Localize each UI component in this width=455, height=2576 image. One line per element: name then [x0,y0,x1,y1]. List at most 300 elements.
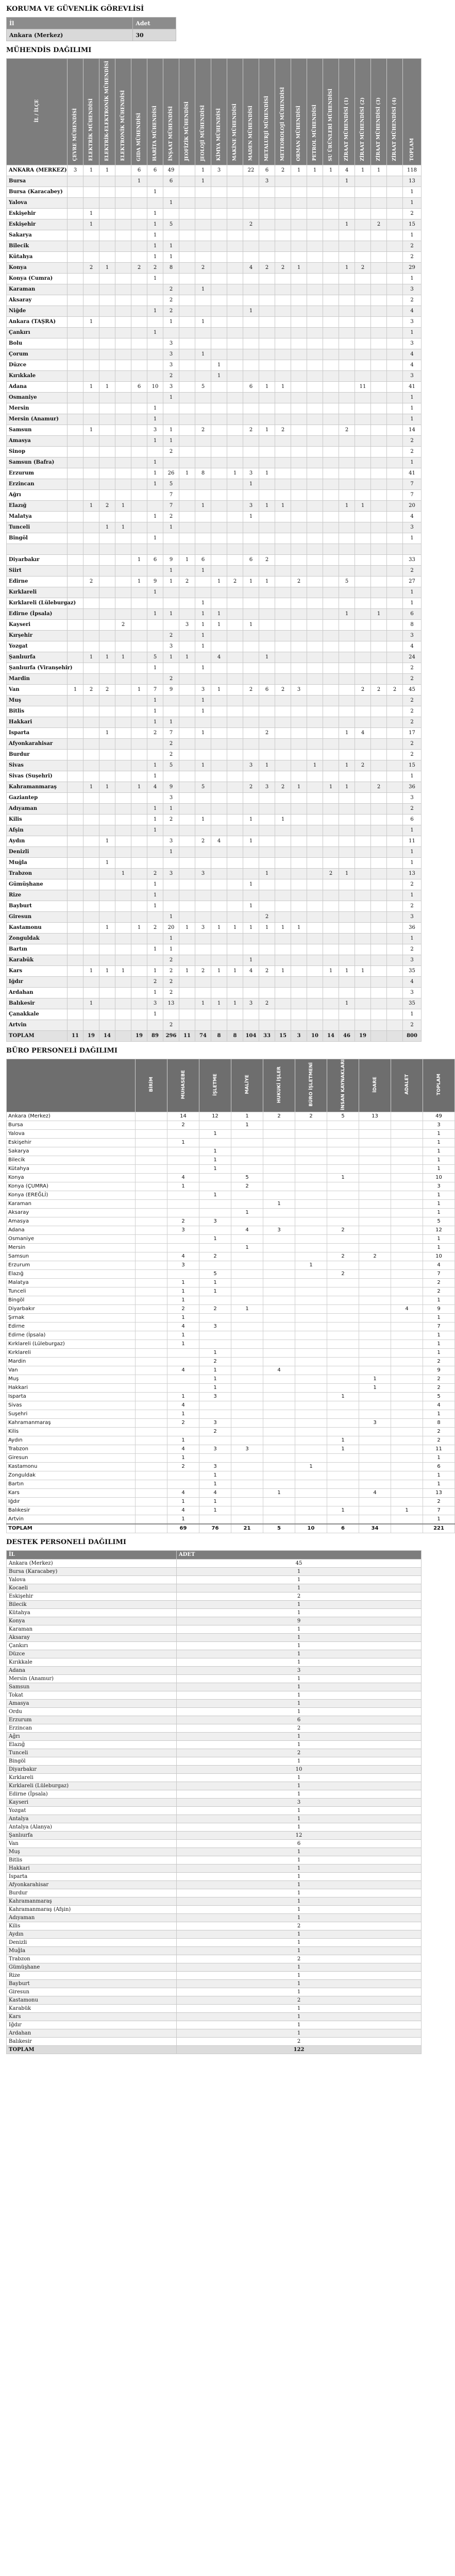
muhendis-cell [83,663,99,673]
muhendis-cell: 2 [83,262,99,273]
muhendis-cell [115,911,131,922]
muhendis-cell [179,241,195,251]
muhendis-cell [99,717,115,727]
muhendis-cell [211,435,227,446]
muhendis-cell [275,295,291,306]
destek-cell-il: Kastamonu [7,1996,177,2004]
muhendis-cell [115,879,131,890]
muhendis-cell [275,825,291,836]
buro-col-label: HUKUKİ İŞLER [276,1066,282,1103]
muhendis-cell [83,879,99,890]
muhendis-cell-il: Tunceli [7,522,68,533]
buro-row [7,1392,455,1401]
muhendis-cell [291,760,307,771]
muhendis-cell [211,749,227,760]
muhendis-cell [227,911,243,922]
muhendis-cell [68,370,83,381]
buro-cell: 1 [167,1453,199,1462]
muhendis-cell [83,955,99,965]
muhendis-cell: 1 [147,468,163,479]
muhendis-cell [83,771,99,782]
muhendis-cell [115,792,131,803]
buro-cell: 1 [167,1287,199,1296]
muhendis-cell [291,652,307,663]
muhendis-cell [339,846,355,857]
muhendis-cell: 1 [403,587,422,598]
muhendis-cell [99,425,115,435]
muhendis-cell [291,749,307,760]
muhendis-cell-il: Hakkari [7,717,68,727]
muhendis-cell: 1 [195,663,211,673]
muhendis-cell: 2 [339,425,355,435]
muhendis-cell [339,360,355,370]
muhendis-cell: 1 [211,576,227,587]
muhendis-cell: 3 [243,760,259,771]
muhendis-cell: 2 [163,976,179,987]
buro-cell: 2 [423,1497,455,1506]
muhendis-cell: 1 [195,727,211,738]
muhendis-cell [323,663,339,673]
muhendis-cell [259,489,275,500]
buro-cell [391,1497,423,1506]
muhendis-cell [163,187,179,197]
muhendis-cell-il: Kırklareli (Lüleburgaz) [7,598,68,608]
muhendis-cell [68,749,83,760]
muhendis-cell [211,176,227,187]
muhendis-cell [179,846,195,857]
muhendis-cell [323,846,339,857]
muhendis-cell: 1 [147,533,163,544]
muhendis-cell [179,522,195,533]
buro-cell: 1 [231,1208,263,1217]
destek-cell-adet: 1 [177,2021,422,2029]
muhendis-row [7,1009,422,1020]
muhendis-cell [115,749,131,760]
buro-cell [295,1453,327,1462]
muhendis-cell: 2 [179,576,195,587]
muhendis-cell [211,760,227,771]
muhendis-cell: 1 [259,468,275,479]
buro-cell [391,1182,423,1191]
buro-cell-il: Iğdır [7,1497,136,1506]
muhendis-cell [179,500,195,511]
buro-cell [263,1234,295,1243]
muhendis-cell [195,576,211,587]
buro-cell: 7 [423,1322,455,1331]
muhendis-cell [147,284,163,295]
muhendis-cell [211,533,227,544]
muhendis-cell [68,468,83,479]
buro-cell [167,1269,199,1278]
destek-cell-adet: 1 [177,1938,422,1946]
muhendis-cell [68,262,83,273]
muhendis-cell [83,1020,99,1030]
muhendis-cell [115,630,131,641]
buro-cell-il: Adana [7,1226,136,1234]
buro-cell-il: Samsun [7,1252,136,1261]
buro-cell: 1 [327,1392,359,1401]
muhendis-cell [371,338,387,349]
muhendis-cell-il: Çanakkale [7,1009,68,1020]
muhendis-cell-il: Şanlıurfa (Viranşehir) [7,663,68,673]
buro-cell [167,1234,199,1243]
destek-cell-adet: 1 [177,1930,422,1938]
muhendis-table [6,58,422,1042]
muhendis-cell [115,608,131,619]
destek-cell-il: Rize [7,1971,177,1979]
muhendis-cell [307,738,323,749]
muhendis-cell [355,782,371,792]
muhendis-cell [115,208,131,219]
muhendis-cell [83,479,99,489]
muhendis-cell: 35 [403,998,422,1009]
muhendis-cell: 3 [243,500,259,511]
muhendis-cell [307,306,323,316]
muhendis-cell [227,933,243,944]
destek-cell-il: Van [7,1839,177,1848]
buro-cell: 3 [199,1462,231,1471]
buro-cell [295,1401,327,1410]
muhendis-cell [99,208,115,219]
muhendis-row [7,955,422,965]
muhendis-cell [211,306,227,316]
buro-cell: 12 [423,1226,455,1234]
muhendis-cell [227,663,243,673]
muhendis-cell [243,349,259,360]
muhendis-cell [275,306,291,316]
muhendis-cell: 1 [147,251,163,262]
muhendis-cell [291,500,307,511]
muhendis-cell [307,327,323,338]
muhendis-cell [211,641,227,652]
muhendis-cell [131,760,147,771]
muhendis-cell [211,846,227,857]
muhendis-cell: 7 [403,479,422,489]
muhendis-cell: 6 [195,554,211,565]
destek-cell-il: Tunceli [7,1749,177,1757]
muhendis-cell: 1 [115,868,131,879]
muhendis-cell-il: Artvin [7,1020,68,1030]
buro-cell [391,1138,423,1147]
muhendis-cell [68,890,83,901]
muhendis-cell [291,360,307,370]
muhendis-cell [243,890,259,901]
muhendis-cell [211,717,227,727]
buro-row [7,1453,455,1462]
muhendis-cell: 4 [403,511,422,522]
muhendis-cell [275,208,291,219]
destek-row [7,1575,422,1584]
buro-cell [327,1217,359,1226]
muhendis-cell [371,598,387,608]
muhendis-cell [355,598,371,608]
buro-cell [136,1234,167,1243]
muhendis-cell: 3 [163,338,179,349]
buro-cell [231,1313,263,1322]
muhendis-cell [211,338,227,349]
buro-cell [295,1488,327,1497]
muhendis-cell [259,273,275,284]
muhendis-cell [323,727,339,738]
muhendis-cell: 2 [163,987,179,998]
muhendis-cell-il: Adıyaman [7,803,68,814]
muhendis-cell: 20 [163,922,179,933]
buro-col-header [423,1059,455,1112]
buro-cell [391,1436,423,1445]
muhendis-cell: 1 [195,565,211,576]
muhendis-cell [291,598,307,608]
muhendis-cell [275,392,291,403]
muhendis-cell [387,446,403,457]
muhendis-cell [227,306,243,316]
muhendis-cell [323,792,339,803]
muhendis-cell [323,544,339,554]
destek-row [7,1666,422,1674]
muhendis-cell [371,890,387,901]
muhendis-cell: 1 [99,262,115,273]
buro-cell [231,1427,263,1436]
buro-cell: 1 [231,1112,263,1121]
muhendis-row [7,663,422,673]
muhendis-cell [211,933,227,944]
muhendis-row [7,165,422,176]
muhendis-cell [99,955,115,965]
muhendis-cell [371,1009,387,1020]
buro-cell-il: Kilis [7,1427,136,1436]
muhendis-cell [147,295,163,306]
muhendis-cell [211,457,227,468]
muhendis-cell: 1 [195,814,211,825]
muhendis-cell [387,176,403,187]
muhendis-cell [83,306,99,316]
muhendis-cell-il: Balıkesir [7,998,68,1009]
muhendis-cell [179,630,195,641]
muhendis-cell: 5 [339,576,355,587]
buro-cell-il: Tunceli [7,1287,136,1296]
muhendis-col-label: MADEN MÜHENDİSİ [248,106,254,161]
muhendis-cell [147,673,163,684]
muhendis-cell [355,1020,371,1030]
destek-cell-adet: 1 [177,1905,422,1913]
muhendis-cell [291,435,307,446]
muhendis-cell [275,717,291,727]
muhendis-cell [355,901,371,911]
muhendis-cell: 9 [163,782,179,792]
muhendis-cell [307,381,323,392]
muhendis-cell [211,284,227,295]
buro-cell: 1 [423,1471,455,1480]
buro-cell: 3 [263,1226,295,1234]
muhendis-col-header [147,59,163,165]
buro-col-header [231,1059,263,1112]
buro-cell: 2 [263,1112,295,1121]
muhendis-cell: 22 [243,165,259,176]
muhendis-cell [179,673,195,684]
buro-cell [136,1322,167,1331]
muhendis-cell [68,544,83,554]
muhendis-cell [371,306,387,316]
muhendis-cell: 1 [163,392,179,403]
muhendis-cell [307,197,323,208]
muhendis-cell [83,349,99,360]
muhendis-cell [339,717,355,727]
muhendis-cell [275,176,291,187]
buro-cell: 9 [423,1366,455,1375]
muhendis-cell [227,522,243,533]
muhendis-cell: 1 [259,868,275,879]
muhendis-total-cell: 800 [403,1030,422,1041]
muhendis-cell [131,803,147,814]
muhendis-cell [68,922,83,933]
muhendis-cell [68,576,83,587]
muhendis-col-header [259,59,275,165]
muhendis-cell [131,241,147,251]
muhendis-cell [99,327,115,338]
muhendis-cell [195,522,211,533]
muhendis-cell [275,554,291,565]
muhendis-cell: 2 [163,673,179,684]
buro-col-header [295,1059,327,1112]
muhendis-cell [179,868,195,879]
buro-cell [199,1208,231,1217]
muhendis-cell [291,273,307,284]
buro-cell-il: Mersin [7,1243,136,1252]
buro-row [7,1261,455,1269]
muhendis-cell [307,717,323,727]
buro-row [7,1313,455,1322]
buro-cell [327,1191,359,1199]
muhendis-cell [307,695,323,706]
buro-cell [136,1366,167,1375]
muhendis-cell [323,295,339,306]
muhendis-cell: 9 [163,554,179,565]
muhendis-cell [83,338,99,349]
muhendis-cell [259,695,275,706]
muhendis-cell [99,619,115,630]
muhendis-cell-il: Kütahya [7,251,68,262]
muhendis-cell [371,522,387,533]
muhendis-cell [387,933,403,944]
muhendis-cell-il: Bursa (Karacabey) [7,187,68,197]
muhendis-cell [323,814,339,825]
muhendis-cell [291,479,307,489]
destek-cell-il: Giresun [7,1988,177,1996]
muhendis-cell [371,273,387,284]
muhendis-cell [291,911,307,922]
muhendis-cell: 2 [403,435,422,446]
muhendis-cell [371,295,387,306]
muhendis-cell [83,587,99,598]
buro-cell [295,1348,327,1357]
muhendis-cell: 1 [227,922,243,933]
buro-row [7,1226,455,1234]
buro-col-label: MALİYE [244,1075,250,1094]
muhendis-cell: 2 [355,760,371,771]
buro-cell: 3 [199,1322,231,1331]
muhendis-cell [243,749,259,760]
muhendis-cell: 1 [291,165,307,176]
muhendis-cell [115,479,131,489]
muhendis-cell [291,306,307,316]
muhendis-cell [275,836,291,846]
buro-cell [295,1497,327,1506]
muhendis-cell [163,695,179,706]
muhendis-cell [115,187,131,197]
muhendis-cell [115,944,131,955]
muhendis-cell [68,738,83,749]
muhendis-cell [355,425,371,435]
buro-cell-il: Konya [7,1173,136,1182]
buro-cell [136,1296,167,1304]
muhendis-cell [307,814,323,825]
muhendis-cell [147,857,163,868]
muhendis-cell: 2 [403,208,422,219]
muhendis-cell: 1 [115,522,131,533]
muhendis-cell [211,511,227,522]
muhendis-cell [227,684,243,695]
muhendis-cell [131,435,147,446]
muhendis-cell [115,403,131,414]
muhendis-cell [307,576,323,587]
muhendis-cell [275,792,291,803]
muhendis-cell [83,976,99,987]
muhendis-cell [371,489,387,500]
muhendis-cell [195,479,211,489]
buro-cell [327,1383,359,1392]
muhendis-col-label: JEOLOJİ MÜHENDİSİ [200,105,206,161]
buro-cell: 1 [295,1261,327,1269]
muhendis-cell [131,965,147,976]
muhendis-cell [387,511,403,522]
muhendis-cell [211,901,227,911]
buro-row [7,1480,455,1488]
muhendis-cell [99,176,115,187]
buro-cell [295,1357,327,1366]
muhendis-cell: 2 [195,425,211,435]
buro-cell [231,1129,263,1138]
buro-cell: 1 [199,1164,231,1173]
buro-cell [359,1445,391,1453]
muhendis-cell [179,976,195,987]
buro-cell [295,1331,327,1340]
muhendis-cell [99,998,115,1009]
muhendis-cell [227,814,243,825]
muhendis-cell [195,403,211,414]
muhendis-cell [387,414,403,425]
buro-cell: 1 [199,1471,231,1480]
muhendis-cell: 2 [163,965,179,976]
destek-cell-il: Bingöl [7,1757,177,1765]
muhendis-cell [179,608,195,619]
muhendis-cell [275,619,291,630]
destek-total-row [7,2045,422,2054]
muhendis-cell [339,652,355,663]
muhendis-cell [131,771,147,782]
muhendis-cell [99,933,115,944]
muhendis-cell [211,879,227,890]
muhendis-cell [291,544,307,554]
muhendis-cell: 1 [147,825,163,836]
muhendis-cell [227,208,243,219]
muhendis-cell [323,403,339,414]
destek-cell-adet: 1 [177,1600,422,1608]
muhendis-cell [68,630,83,641]
muhendis-cell [371,435,387,446]
muhendis-cell [371,360,387,370]
buro-cell [327,1375,359,1383]
buro-cell [359,1480,391,1488]
muhendis-cell [83,435,99,446]
